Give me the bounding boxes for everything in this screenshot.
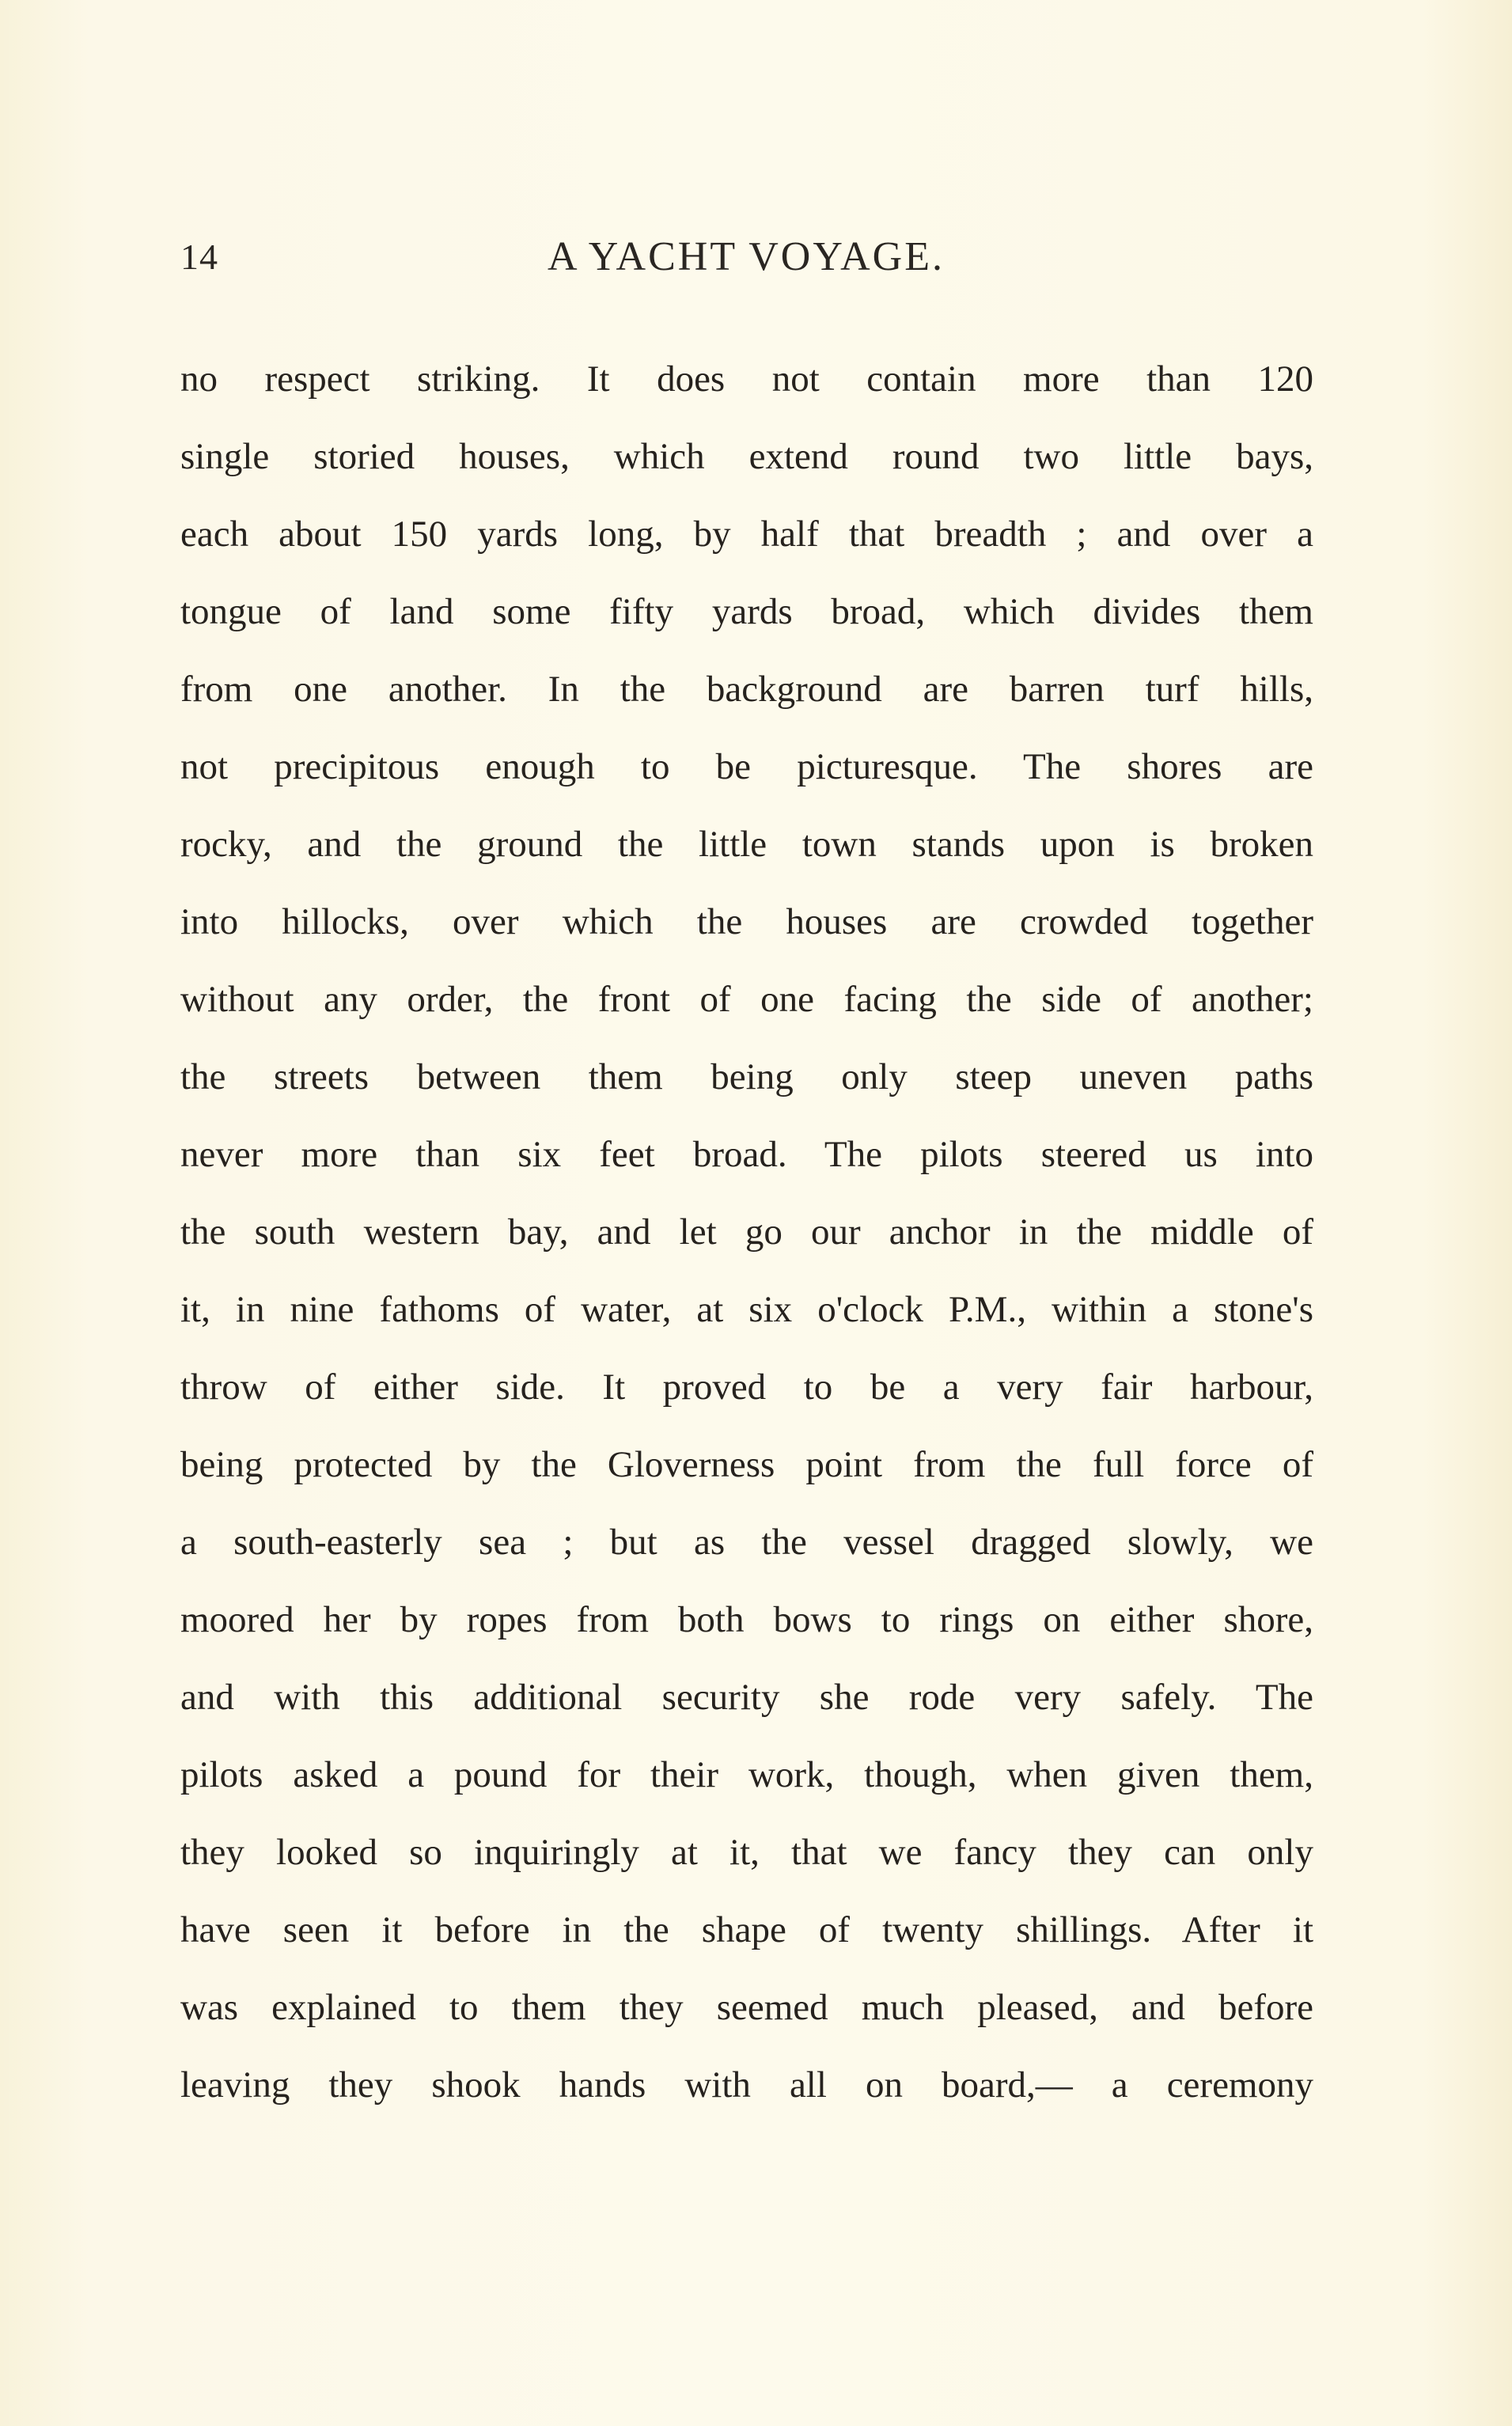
- text-line: they looked so inquiringly at it, that we fancy they can only: [180, 1832, 1313, 1873]
- page-number: 14: [180, 237, 218, 277]
- text-line: pilots asked a pound for their work, though, when given them,: [180, 1754, 1313, 1795]
- text-line: each about 150 yards long, by half that breadth ; and over a: [180, 514, 1313, 555]
- text-line: rocky, and the ground the little town stands upon is broken: [180, 824, 1313, 865]
- text-line: it, in nine fathoms of water, at six o'clock P.M., within a stone's: [180, 1289, 1313, 1330]
- text-line: no respect striking. It does not contain more than 120: [180, 358, 1313, 400]
- text-line: moored her by ropes from both bows to rings on either shore,: [180, 1599, 1313, 1640]
- text-line: have seen it before in the shape of twenty shillings. After it: [180, 1909, 1313, 1950]
- text-line: and with this additional security she rode very safely. The: [180, 1677, 1313, 1718]
- text-line: was explained to them they seemed much pleased, and before: [180, 1987, 1313, 2028]
- text-line: the streets between them being only steep uneven paths: [180, 1056, 1313, 1097]
- page-header: [180, 229, 1312, 285]
- text-line: without any order, the front of one facing the side of another;: [180, 979, 1313, 1020]
- running-title: A YACHT VOYAGE.: [548, 234, 945, 279]
- text-line: never more than six feet broad. The pilots steered us into: [180, 1134, 1313, 1175]
- text-line: single storied houses, which extend round two little bays,: [180, 436, 1313, 477]
- text-line: a south-easterly sea ; but as the vessel dragged slowly, we: [180, 1522, 1313, 1563]
- text-line: being protected by the Gloverness point from the full force of: [180, 1444, 1313, 1485]
- text-line: not precipitous enough to be picturesque. The shores are: [180, 746, 1313, 787]
- text-line: into hillocks, over which the houses are crowded together: [180, 901, 1313, 942]
- body-text: [180, 340, 1313, 2124]
- text-line: from one another. In the background are barren turf hills,: [180, 669, 1313, 710]
- text-line: throw of either side. It proved to be a very fair harbour,: [180, 1367, 1313, 1408]
- text-line: tongue of land some fifty yards broad, which divides them: [180, 591, 1313, 632]
- text-line: leaving they shook hands with all on board,— a ceremony: [180, 2064, 1313, 2106]
- text-line: the south western bay, and let go our anchor in the middle of: [180, 1211, 1313, 1253]
